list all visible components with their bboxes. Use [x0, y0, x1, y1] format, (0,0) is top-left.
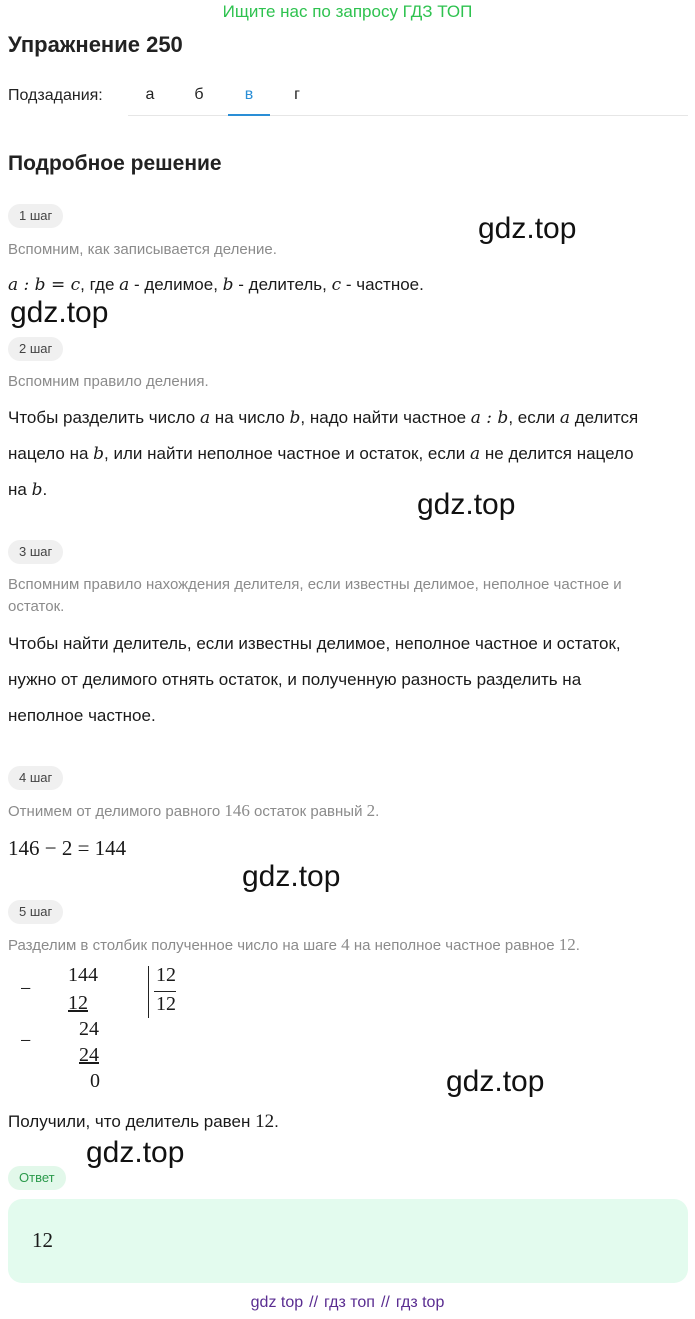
- watermark: gdz.top: [478, 212, 577, 245]
- var-c: c: [331, 275, 342, 295]
- step-5-note: [8, 934, 580, 957]
- text-fragment: на неполное частное равное: [349, 937, 559, 954]
- watermark: gdz.top: [446, 1065, 545, 1098]
- footer-link[interactable]: гдз top: [395, 1294, 445, 1311]
- step-4-equation: 146 − 2 = 144: [8, 836, 127, 860]
- text-fragment: нацело на: [8, 444, 94, 463]
- text-fragment: , надо найти частное: [300, 408, 471, 427]
- footer-link[interactable]: гдз топ: [324, 1294, 375, 1311]
- step-2-note: Вспомним правило деления.: [8, 373, 209, 390]
- step-5-chip: 5 шаг: [8, 900, 63, 924]
- page-title: Упражнение 250: [8, 32, 183, 57]
- footer-links: [0, 1294, 695, 1312]
- text-fragment: делится: [570, 408, 639, 427]
- expr-a-div-b: a : b: [470, 408, 509, 428]
- subtasks-tabs: [128, 80, 688, 116]
- step-3-line: Чтобы найти делитель, если известны делимое, неполное частное и остаток,: [8, 634, 621, 653]
- step-2-chip: 2 шаг: [8, 337, 63, 361]
- watermark: gdz.top: [242, 860, 341, 893]
- step-3-note-line: Вспомним правило нахождения делителя, если известны делимое, неполное частное и: [8, 576, 622, 593]
- text-fragment: .: [375, 803, 380, 820]
- var-a: a: [199, 408, 211, 428]
- var-b: b: [31, 480, 43, 500]
- tab-a[interactable]: а: [145, 86, 155, 103]
- step-3-line: нужно от делимого отнять остаток, и полученную разность разделить на: [8, 670, 582, 689]
- step-2-line: [8, 436, 693, 472]
- step-1-note: Вспомним, как записывается деление.: [8, 241, 277, 258]
- formula: a : b = c: [8, 275, 81, 295]
- divisor: 12: [156, 964, 176, 986]
- quotient: 12: [156, 993, 176, 1015]
- step-2-text: [8, 400, 693, 508]
- text-fragment: .: [274, 1112, 279, 1131]
- text-fragment: .: [42, 480, 48, 499]
- watermark: gdz.top: [86, 1136, 185, 1169]
- subtrahend-2: 24: [79, 1044, 99, 1066]
- text-fragment: Отнимем от делимого равного: [8, 803, 225, 820]
- step-1-chip: 1 шаг: [8, 204, 63, 228]
- step-3-chip: 3 шаг: [8, 540, 63, 564]
- text-fragment: , где: [80, 275, 120, 294]
- text-fragment: , или найти неполное частное и остаток, если: [104, 444, 471, 463]
- number: 2: [366, 801, 376, 820]
- watermark: gdz.top: [10, 296, 109, 329]
- var-a: a: [119, 275, 130, 295]
- remainder-1: 24: [79, 1018, 99, 1040]
- solution-title: Подробное решение: [8, 152, 222, 175]
- text-fragment: на число: [210, 408, 290, 427]
- text-fragment: Чтобы разделить число: [8, 408, 200, 427]
- subtrahend-1: 12: [68, 992, 88, 1014]
- search-hint-banner: Ищите нас по запросу ГДЗ ТОП: [222, 2, 473, 21]
- number: 12: [558, 935, 576, 954]
- step-4-note: [8, 800, 379, 823]
- step-4-chip: 4 шаг: [8, 766, 63, 790]
- number: 12: [255, 1111, 275, 1132]
- tab-g[interactable]: г: [294, 86, 300, 103]
- answer-chip: Ответ: [8, 1166, 66, 1190]
- text-fragment: остаток равный: [249, 803, 367, 820]
- answer-box: [8, 1199, 688, 1283]
- text-fragment: Разделим в столбик полученное число на шаге: [8, 937, 342, 954]
- footer-separator: //: [380, 1294, 390, 1311]
- var-b: b: [289, 408, 301, 428]
- var-a: a: [559, 408, 571, 428]
- step-3-note: [8, 574, 693, 618]
- footer-link[interactable]: gdz top: [250, 1294, 304, 1311]
- dividend: 144: [68, 964, 98, 986]
- var-b: b: [93, 444, 105, 464]
- text-fragment: .: [575, 937, 580, 954]
- step-3-note-line: остаток.: [8, 598, 65, 615]
- step-3-line: неполное частное.: [8, 706, 156, 725]
- watermark: gdz.top: [417, 488, 516, 521]
- minus-sign: −: [20, 1030, 32, 1052]
- text-fragment: Получили, что делитель равен: [8, 1112, 256, 1131]
- text-fragment: - делимое,: [129, 275, 223, 294]
- number: 4: [341, 935, 350, 954]
- step-5-result: [8, 1104, 279, 1140]
- step-2-line: [8, 472, 693, 508]
- text-fragment: - делитель,: [233, 275, 332, 294]
- text-fragment: - частное.: [341, 275, 424, 294]
- number: 146: [224, 801, 250, 820]
- tab-b[interactable]: б: [194, 86, 204, 103]
- step-3-text: [8, 626, 693, 734]
- footer-separator: //: [309, 1294, 319, 1311]
- answer-value: 12: [32, 1228, 53, 1252]
- division-bar-vertical: [148, 966, 149, 1018]
- text-fragment: не делится нацело: [480, 444, 634, 463]
- subtasks-label: Подзадания:: [8, 87, 103, 104]
- tab-v[interactable]: в: [228, 86, 270, 116]
- text-fragment: , если: [508, 408, 560, 427]
- step-2-line: [8, 400, 693, 436]
- var-a: a: [470, 444, 481, 464]
- remainder-final: 0: [90, 1070, 100, 1092]
- division-bar-horizontal: [154, 991, 176, 992]
- minus-sign: −: [20, 978, 32, 1000]
- text-fragment: на: [8, 480, 32, 499]
- var-b: b: [222, 275, 234, 295]
